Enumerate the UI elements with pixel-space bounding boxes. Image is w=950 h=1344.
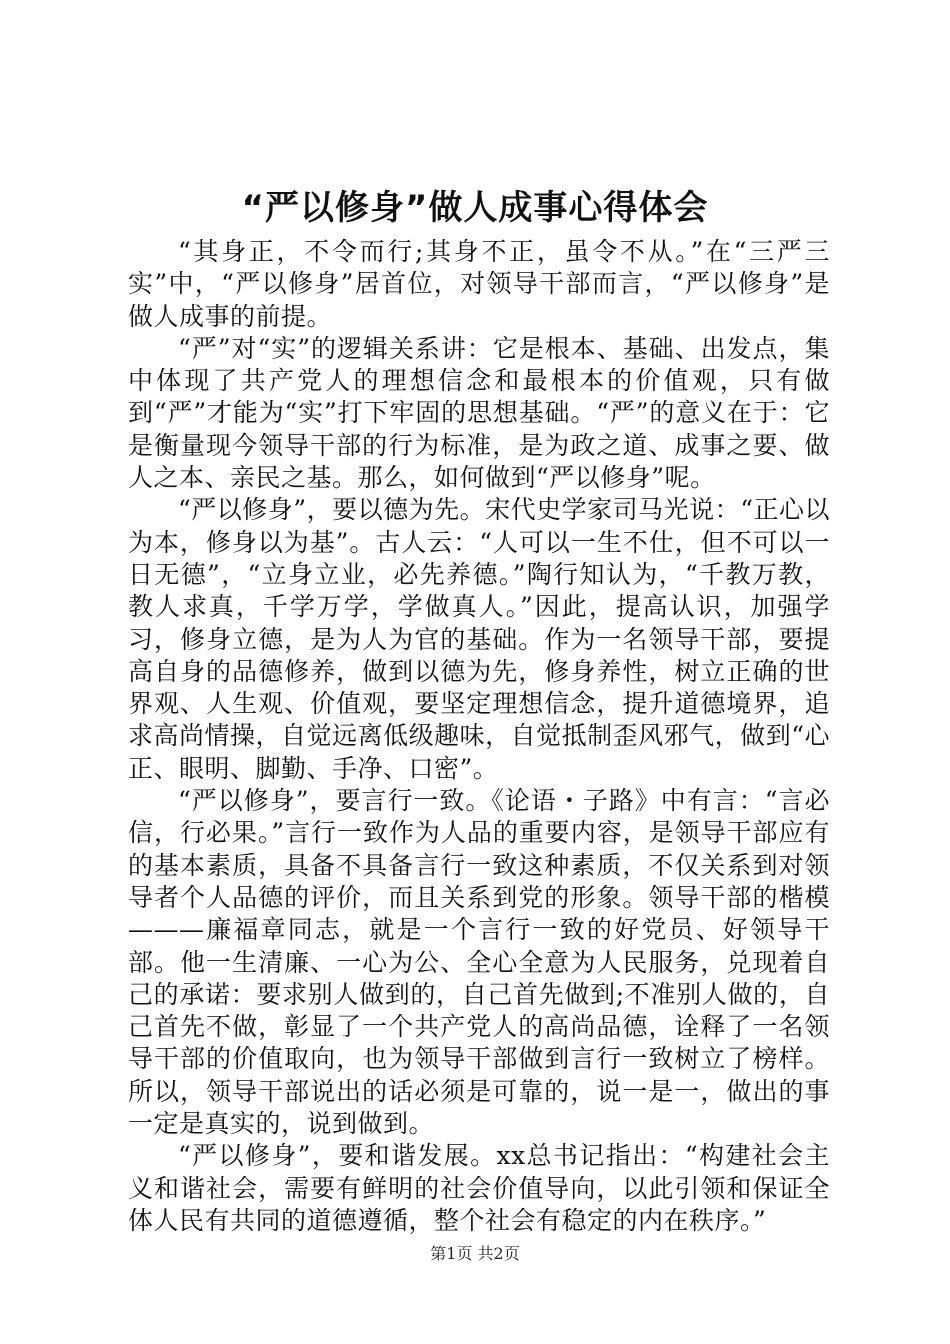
paragraph-5: “严以修身”，要和谐发展。xx总书记指出：“构建社会主义和谐社会，需要有鲜明的社会价值导向，以此引领和保证全体人民有共同的道德遵循，整个社会有稳定的内在秩序。”	[128, 1141, 830, 1235]
document-title: “严以修身”做人成事心得体会	[241, 188, 709, 228]
paragraph-2: “严”对“实”的逻辑关系讲：它是根本、基础、出发点，集中体现了共产党人的理想信念和最根本的价值观，只有做到“严”才能为“实”打下牢固的思想基础。“严”的意义在于：它是衡量现今领导干部的行为标准，是为政之道、成事之要、做人之本、亲民之基。那么，如何做到“严以修身”呢。	[128, 333, 830, 493]
paragraph-1: “其身正，不令而行;其身不正，虽令不从。”在“三严三实”中，“严以修身”居首位，对领导干部而言，“严以修身”是做人成事的前提。	[128, 237, 830, 331]
document-body	[128, 236, 830, 1237]
paragraph-4: “严以修身”，要言行一致。《论语・子路》中有言：“言必信，行必果。”言行一致作为人品的重要内容，是领导干部应有的基本素质，具备不具备言行一致这种素质，不仅关系到对领导者个人品德的评价，而且关系到党的形象。领导干部的楷模———廉福章同志，就是一个言行一致的好党员、好领导干部。他一生清廉、一心为公、全心全意为人民服务，兑现着自己的承诺：要求别人做到的，自己首先做到;不准别人做的，自己首先不做，彰显了一个共产党人的高尚品德，诠释了一名领导干部的价值取向，也为领导干部做到言行一致树立了榜样。所以，领导干部说出的话必须是可靠的，说一是一，做出的事一定是真实的，说到做到。	[128, 786, 830, 1139]
page-number-footer: 第1页 共2页	[430, 1244, 520, 1263]
paragraph-3: “严以修身”，要以德为先。宋代史学家司马光说：“正心以为本，修身以为基”。古人云：“人可以一生不仕，但不可以一日无德”，“立身立业，必先养德。”陶行知认为，“千教万教，教人求真，千学万学，学做真人。”因此，提高认识，加强学习，修身立德，是为人为官的基础。作为一名领导干部，要提高自身的品德修养，做到以德为先，修身养性，树立正确的世界观、人生观、价值观，要坚定理想信念，提升道德境界，追求高尚情操，自觉远离低级趣味，自觉抵制歪风邪气，做到“心正、眼明、脚勤、手净、口密”。	[128, 495, 830, 783]
